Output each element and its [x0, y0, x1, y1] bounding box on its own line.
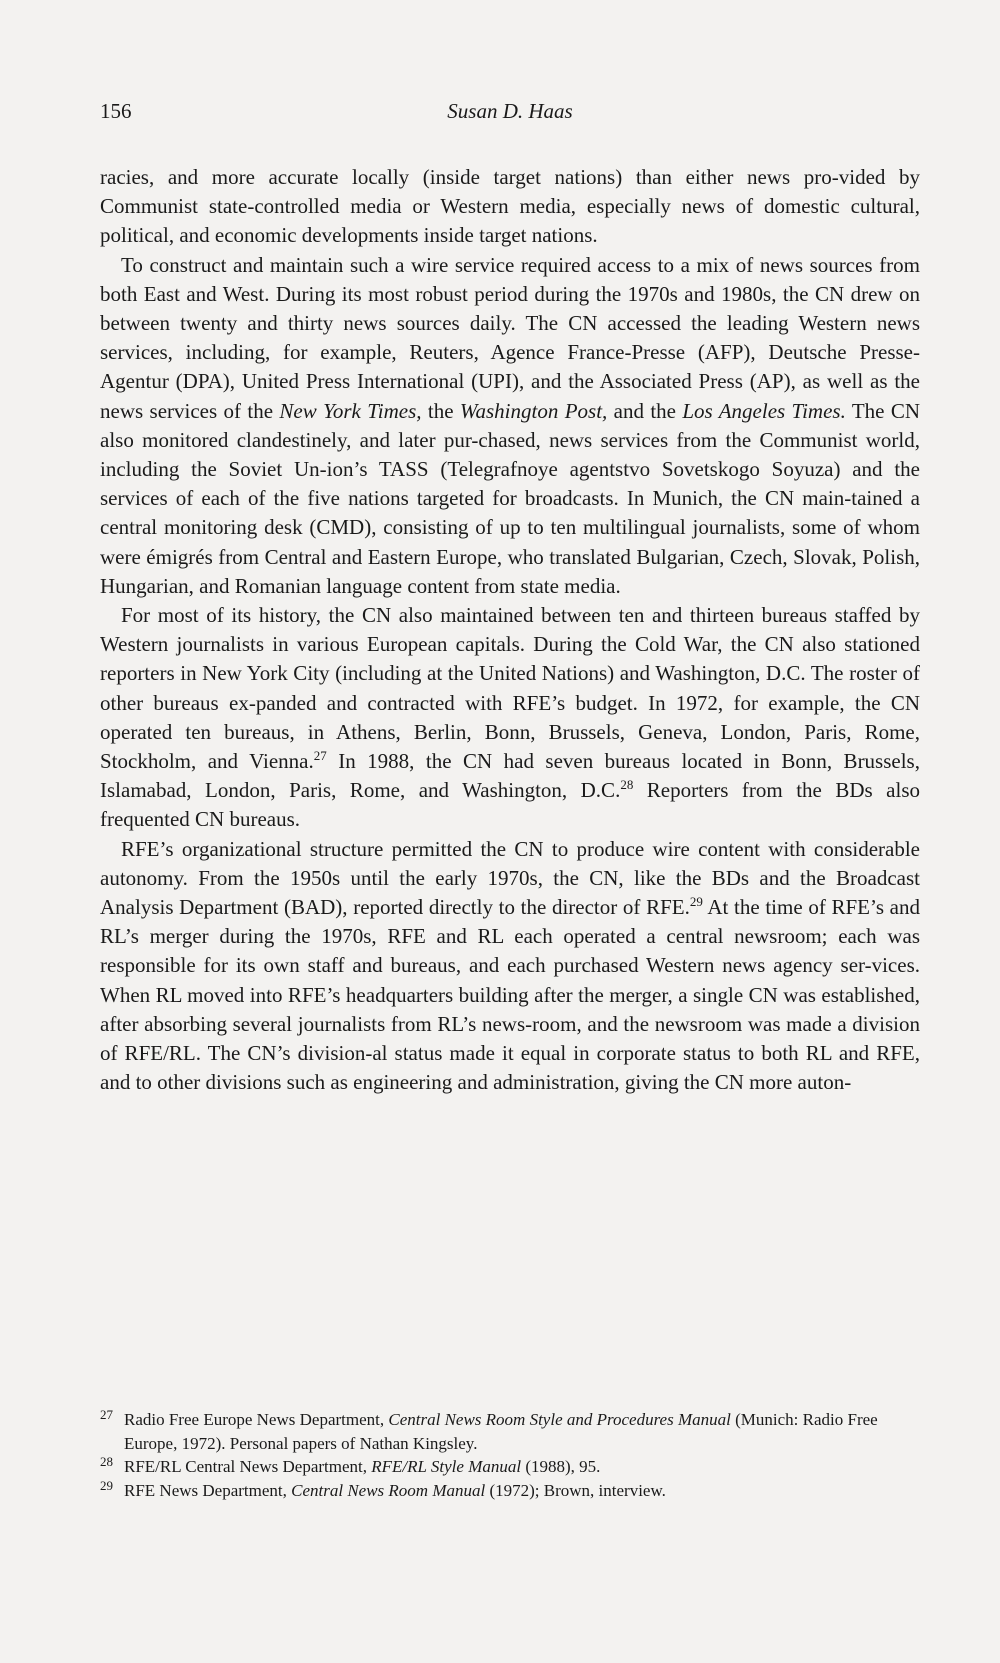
footnote-text: (Munich: Radio Free Europe, 1972). Personal papers of Nathan Kingsley.: [124, 1410, 878, 1453]
footnote-number: 29: [100, 1477, 113, 1493]
footnote-number: 28: [100, 1454, 113, 1469]
running-head-author: Susan D. Haas: [447, 99, 573, 123]
paragraph-4-text-a: RFE’s organizational structure permitted the CN to produce wire content with considerable autonomy. From the 1950s until the early 1970s, the CN, like the BDs and the Broadcast Analysis Department (BAD), reported directly to the director of RFE.: [100, 836, 920, 920]
paragraph-2-text-b: the: [421, 398, 460, 423]
footnote-title: Central News Room Manual: [291, 1480, 486, 1500]
paragraph-2-text-a: To construct and maintain such a wire service required access to a mix of news sources from both East and West. During its most robust period during the 1970s and 1980s, the CN drew on between twenty and thirty news sources daily. The CN accessed the leading Western news services, including, for example, Reuters, Agence France-Presse (AFP), Deutsche Presse-Agentur (DPA), United Press International (UPI), and the Associated Press (AP), as well as the news services of the: [100, 252, 920, 423]
title-new-york-times: New York Times,: [279, 398, 422, 423]
footnote-text: Radio Free Europe News Department,: [124, 1410, 389, 1429]
footnote-text: RFE/RL Central News Department,: [124, 1457, 372, 1476]
paragraph-2-text-c: and the: [607, 398, 683, 423]
paragraph-3-text-c: Reporters from the BDs also frequented CN bureaus.: [100, 778, 921, 832]
footnote-text: RFE News Department,: [124, 1480, 292, 1500]
footnote-ref-29[interactable]: 29: [689, 894, 703, 910]
footnotes: [100, 1408, 920, 1502]
paragraph-1: [100, 163, 920, 251]
paragraph-2-text-d: The CN also monitored clandestinely, and later pur-chased, news services from the Communist world, including the Soviet Un-ion’s TASS (Telegrafnoye agentstvo Sovetskogo Soyuza) and the services of each of the five nations targeted for broadcasts. In Munich, the CN main-tained a central monitoring desk (CMD), consisting of up to ten multilingual journalists, some of whom were émigrés from Central and Eastern Europe, who translated Bulgarian, Czech, Slovak, Polish, Hungarian, and Romanian language content from state media.: [100, 398, 921, 598]
footnote-title: Central News Room Style and Procedures Manual: [388, 1410, 731, 1429]
paragraph-2: [100, 251, 920, 601]
page-number: 156: [100, 99, 132, 123]
footnote-ref-27[interactable]: 27: [313, 748, 327, 764]
title-washington-post: Washington Post,: [459, 398, 608, 423]
paragraph-3-text-a: For most of its history, the CN also maintained between ten and thirteen bureaus staffed by Western journalists in various European capitals. During the Cold War, the CN also stationed reporters in New York City (including at the United Nations) and Washington, D.C. The roster of other bureaus ex-panded and contracted with RFE’s budget. In 1972, for example, the CN operated ten bureaus, in Athens, Berlin, Bonn, Brussels, Geneva, London, Paris, Rome, Stockholm, and Vienna.: [100, 603, 920, 774]
footnote-28: [100, 1455, 920, 1479]
paragraph-3-text-b: In 1988, the CN had seven bureaus located in Bonn, Brussels, Islamabad, London, Paris, Rome, and Washington, D.C.: [100, 749, 920, 803]
body-text: [100, 163, 920, 1098]
footnote-29: [100, 1479, 920, 1503]
footnote-text: (1972); Brown, interview.: [485, 1480, 666, 1500]
footnote-27: [100, 1408, 920, 1455]
footnote-number: 27: [100, 1407, 113, 1422]
footnote-title: RFE/RL Style Manual: [371, 1457, 522, 1476]
footnote-text: (1988), 95.: [521, 1457, 601, 1476]
paragraph-4: [100, 835, 920, 1098]
title-los-angeles-times: Los Angeles Times.: [682, 398, 846, 423]
paragraph-1-text: racies, and more accurate locally (inside target nations) than either news pro-vided by Communist state-controlled media or Western media, especially news of domestic cultural, political, and economic developments inside target nations.: [100, 165, 920, 248]
footnote-ref-28[interactable]: 28: [620, 777, 634, 793]
paragraph-3: [100, 601, 920, 835]
paragraph-4-text-b: At the time of RFE’s and RL’s merger during the 1970s, RFE and RL each operated a central newsroom; each was responsible for its own staff and bureaus, and each purchased Western news agency ser-vices. When RL moved into RFE’s headquarters building after the merger, a single CN was established, after absorbing several journalists from RL’s news-room, and the newsroom was made a division of RFE/RL. The CN’s division-al status made it equal in corporate status to both RL and RFE, and to other divisions such as engineering and administration, giving the CN more auton-: [100, 895, 920, 1095]
